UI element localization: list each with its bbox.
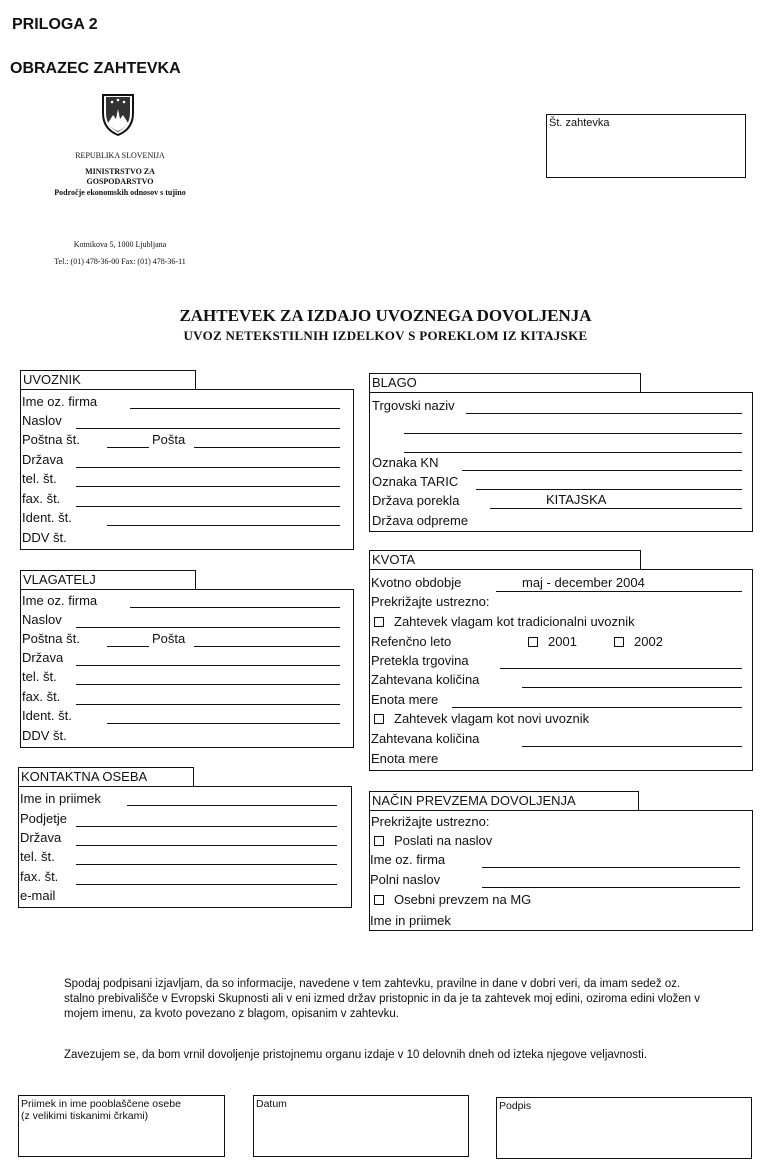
applicant-phone-input[interactable]: [76, 684, 340, 685]
importer-phone-input[interactable]: [76, 486, 340, 487]
collection-name-input[interactable]: [482, 867, 740, 868]
importer-address-input[interactable]: [76, 428, 340, 429]
unit-2-label: Enota mere: [371, 751, 439, 766]
unit-label: Enota mere: [371, 692, 439, 707]
collection-person-label: Ime in priimek: [370, 913, 451, 928]
importer-fax-input[interactable]: [76, 506, 340, 507]
send-address-option[interactable]: [374, 831, 492, 850]
contact-email-label: e-mail: [20, 888, 56, 903]
signature-box[interactable]: [496, 1097, 752, 1159]
importer-id-label: Ident. št.: [22, 510, 72, 525]
republic-label: REPUBLIKA SLOVENIJA: [75, 151, 165, 160]
applicant-vat-label: DDV št.: [22, 728, 67, 743]
origin-country-input[interactable]: [490, 508, 742, 509]
contact-country-label: Država: [20, 830, 62, 845]
applicant-address-input[interactable]: [76, 627, 340, 628]
signature-label: Podpis: [499, 1100, 532, 1112]
trade-name-input[interactable]: [466, 413, 742, 414]
collection-address-label: Polni naslov: [370, 872, 441, 887]
collection-name-label: Ime oz. firma: [370, 852, 446, 867]
year-2002-checkbox[interactable]: [614, 637, 624, 647]
applicant-country-input[interactable]: [76, 665, 340, 666]
form-subtitle: UVOZ NETEKSTILNIH IZDELKOV S POREKLOM IZ KITAJSKE: [183, 328, 588, 343]
importer-tab: UVOZNIK: [20, 370, 196, 390]
requested-quantity-2-input[interactable]: [522, 746, 742, 747]
ministry-line-2: GOSPODARSTVO: [86, 177, 154, 186]
dispatch-country-label: Država odpreme: [372, 513, 469, 528]
trade-name-input-2[interactable]: [404, 433, 742, 434]
collection-method-tab: NAČIN PREVZEMA DOVOLJENJA: [369, 791, 639, 811]
importer-name-input[interactable]: [130, 408, 340, 409]
cn-code-input[interactable]: [462, 470, 742, 471]
unit-input[interactable]: [452, 707, 742, 708]
past-trade-input[interactable]: [500, 668, 742, 669]
year-2001-checkbox[interactable]: [528, 637, 538, 647]
importer-name-label: Ime oz. firma: [22, 394, 98, 409]
applicant-phone-label: tel. št.: [22, 669, 57, 684]
annex-label: PRILOGA 2: [12, 16, 98, 33]
department-label: Področje ekonomskih odnosov s tujino: [54, 188, 186, 197]
quota-tab: KVOTA: [369, 550, 641, 570]
year-2001-label: 2001: [548, 634, 577, 649]
origin-country-label: Država porekla: [372, 493, 460, 508]
traditional-importer-checkbox[interactable]: [374, 617, 384, 627]
importer-id-input[interactable]: [107, 525, 340, 526]
contact-person-tab: KONTAKTNA OSEBA: [18, 767, 194, 787]
applicant-postal-label: Poštna št.: [22, 631, 80, 646]
importer-post-input[interactable]: [194, 447, 340, 448]
importer-post-label: Pošta: [152, 432, 186, 447]
quota-period-value: maj - december 2004: [522, 575, 645, 590]
quota-period-label: Kvotno obdobje: [371, 575, 462, 590]
traditional-importer-label: Zahtevek vlagam kot tradicionalni uvoznik: [394, 614, 635, 629]
send-address-checkbox[interactable]: [374, 836, 384, 846]
coat-of-arms-icon: [100, 93, 136, 137]
applicant-post-input[interactable]: [194, 646, 340, 647]
date-box[interactable]: [253, 1095, 469, 1157]
contact-fax-label: fax. št.: [20, 869, 59, 884]
new-importer-label: Zahtevek vlagam kot novi uvoznik: [394, 711, 590, 726]
authorized-person-label: Priimek in ime pooblaščene osebe: [21, 1098, 181, 1110]
contact-phone-input[interactable]: [76, 864, 337, 865]
importer-country-input[interactable]: [76, 467, 340, 468]
personal-pickup-checkbox[interactable]: [374, 895, 384, 905]
contact-fax-input[interactable]: [76, 884, 337, 885]
requested-quantity-input[interactable]: [522, 687, 742, 688]
trade-name-label: Trgovski naziv: [372, 398, 455, 413]
applicant-name-label: Ime oz. firma: [22, 593, 98, 608]
year-2002-label: 2002: [634, 634, 663, 649]
form-main-title: ZAHTEVEK ZA IZDAJO UVOZNEGA DOVOLJENJA: [179, 306, 592, 325]
personal-pickup-option[interactable]: [374, 890, 531, 909]
contact-company-label: Podjetje: [20, 811, 67, 826]
declaration-paragraph-2: Zavezujem se, da bom vrnil dovoljenje pristojnemu organu izdaje v 10 delovnih dneh od izteka njegove veljavnosti.: [64, 1049, 648, 1061]
contact-country-input[interactable]: [76, 845, 337, 846]
importer-fax-label: fax. št.: [22, 491, 61, 506]
quota-mark-label: Prekrižajte ustrezno:: [371, 594, 490, 609]
personal-pickup-label: Osebni prevzem na MG: [394, 892, 532, 907]
new-importer-option[interactable]: [374, 709, 589, 728]
year-2001-option[interactable]: [528, 632, 577, 651]
cn-code-label: Oznaka KN: [372, 455, 439, 470]
request-number-box[interactable]: [546, 114, 746, 178]
ministry-line-1: MINISTRSTVO ZA: [85, 167, 155, 176]
quota-period-input[interactable]: [496, 591, 742, 592]
contact-name-label: Ime in priimek: [20, 791, 101, 806]
send-address-label: Poslati na naslov: [394, 833, 493, 848]
applicant-address-label: Naslov: [22, 612, 62, 627]
contact-phone-label: tel. št.: [20, 849, 55, 864]
applicant-post-label: Pošta: [152, 631, 186, 646]
applicant-id-input[interactable]: [107, 723, 340, 724]
applicant-country-label: Država: [22, 650, 64, 665]
origin-country-value: KITAJSKA: [546, 492, 607, 507]
applicant-postal-input[interactable]: [107, 646, 149, 647]
requested-quantity-label: Zahtevana količina: [371, 672, 480, 687]
applicant-fax-input[interactable]: [76, 704, 340, 705]
contact-company-input[interactable]: [76, 826, 337, 827]
importer-country-label: Država: [22, 452, 64, 467]
applicant-id-label: Ident. št.: [22, 708, 72, 723]
past-trade-label: Pretekla trgovina: [371, 653, 469, 668]
request-number-label: Št. zahtevka: [549, 117, 610, 129]
contact-name-input[interactable]: [127, 805, 337, 806]
importer-postal-input[interactable]: [107, 447, 149, 448]
taric-code-label: Oznaka TARIC: [372, 474, 459, 489]
goods-tab: BLAGO: [369, 373, 641, 393]
applicant-name-input[interactable]: [130, 607, 340, 608]
authorized-person-note: (z velikimi tiskanimi črkami): [21, 1110, 149, 1122]
address-label: Kotnikova 5, 1000 Ljubljana: [73, 240, 167, 249]
collection-address-input[interactable]: [482, 887, 740, 888]
authorized-person-box[interactable]: [18, 1095, 225, 1157]
importer-address-label: Naslov: [22, 413, 62, 428]
taric-code-input[interactable]: [476, 489, 742, 490]
year-2002-option[interactable]: [614, 632, 663, 651]
traditional-importer-option[interactable]: [374, 612, 635, 631]
importer-vat-label: DDV št.: [22, 530, 67, 545]
applicant-tab: VLAGATELJ: [20, 570, 196, 590]
form-title: OBRAZEC ZAHTEVKA: [10, 60, 181, 77]
importer-phone-label: tel. št.: [22, 471, 57, 486]
applicant-fax-label: fax. št.: [22, 689, 61, 704]
reference-year-label: Refenčno leto: [371, 634, 452, 649]
date-label: Datum: [256, 1098, 287, 1110]
collection-mark-label: Prekrižajte ustrezno:: [371, 814, 490, 829]
contact-label: Tel.: (01) 478-36-00 Fax: (01) 478-36-11: [54, 257, 186, 266]
importer-postal-label: Poštna št.: [22, 432, 80, 447]
requested-quantity-2-label: Zahtevana količina: [371, 731, 480, 746]
declaration-paragraph-1: Spodaj podpisani izjavljam, da so informacije, navedene v tem zahtevku, pravilne in dane v dobri veri, da imam sedež oz. stalno prebivališče v Evropski Skupnosti ali v eni izmed držav pristopnic in da je ta zahtevek moj edini, oziroma edini vložen v mojem imenu, za kvoto povezano z blagom, opisanim v zahtevku.: [64, 978, 700, 1020]
new-importer-checkbox[interactable]: [374, 714, 384, 724]
trade-name-input-3[interactable]: [404, 452, 742, 453]
